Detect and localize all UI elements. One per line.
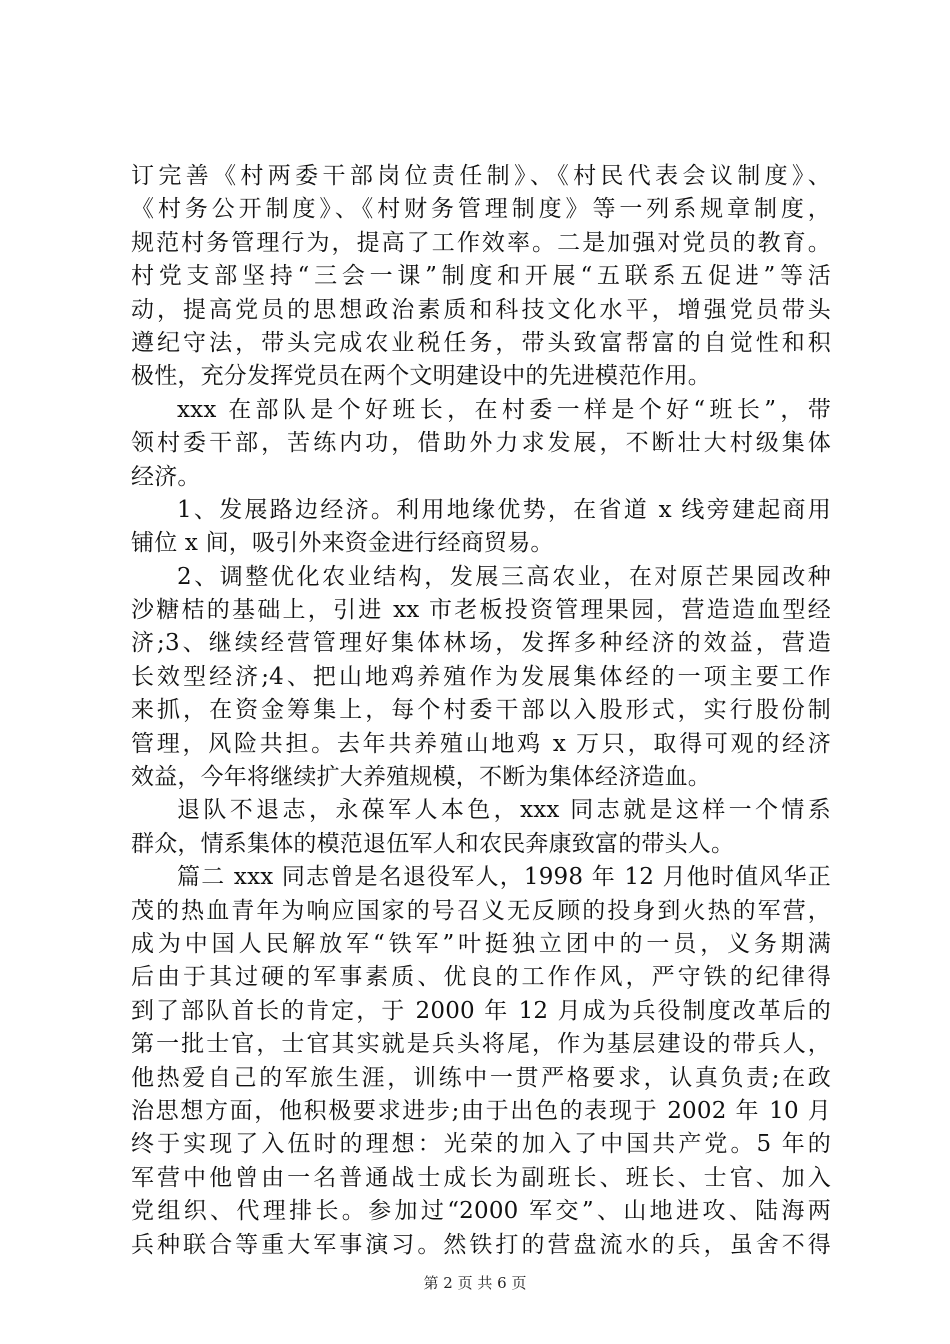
page-number-label: 第 2 页 共 6 页 bbox=[423, 1274, 527, 1292]
text-line: 规范村务管理行为，提高了工作效率。二是加强对党员的教育。 bbox=[131, 229, 831, 256]
document-body bbox=[131, 160, 831, 1262]
text-line: 遵纪守法，带头完成农业税任务，带头致富帮富的自觉性和积 bbox=[131, 329, 831, 356]
text-line: 济;3、继续经营管理好集体林场，发挥多种经济的效益，营造 bbox=[131, 630, 831, 657]
text-line: 到了部队首长的肯定，于 2000 年 12 月成为兵役制度改革后的 bbox=[131, 997, 831, 1024]
text-line: 《村务公开制度》、《村财务管理制度》等一列系规章制度， bbox=[131, 196, 831, 223]
text-line: 村党支部坚持“三会一课”制度和开展“五联系五促进”等活 bbox=[131, 263, 831, 290]
text-line: 效益，今年将继续扩大养殖规模，不断为集体经济造血。 bbox=[131, 764, 711, 791]
text-line: 篇二 xxx 同志曾是名退役军人，1998 年 12 月他时值风华正 bbox=[177, 864, 831, 891]
page-footer bbox=[0, 1272, 950, 1293]
text-line: 经济。 bbox=[131, 463, 201, 490]
text-line: 他热爱自己的军旅生涯，训练中一贯严格要求，认真负责;在政 bbox=[131, 1064, 831, 1091]
text-line: 治思想方面，他积极要求进步;由于出色的表现于 2002 年 10 月 bbox=[131, 1097, 831, 1124]
text-line: 铺位 x 间，吸引外来资金进行经商贸易。 bbox=[131, 530, 554, 557]
text-line: 军营中他曾由一名普通战士成长为副班长、班长、士官、加入 bbox=[131, 1164, 831, 1191]
text-line: xxx 在部队是个好班长，在村委一样是个好“班长”，带 bbox=[177, 396, 831, 423]
text-line: 第一批士官，士官其实就是兵头将尾，作为基层建设的带兵人， bbox=[131, 1031, 831, 1058]
text-line: 沙糖桔的基础上，引进 xx 市老板投资管理果园，营造造血型经 bbox=[131, 597, 831, 624]
text-line: 兵种联合等重大军事演习。然铁打的营盘流水的兵，虽舍不得 bbox=[131, 1231, 831, 1258]
text-line: 终于实现了入伍时的理想：光荣的加入了中国共产党。5 年的 bbox=[131, 1131, 831, 1158]
text-line: 极性，充分发挥党员在两个文明建设中的先进模范作用。 bbox=[131, 363, 711, 390]
text-line: 订完善《村两委干部岗位责任制》、《村民代表会议制度》、 bbox=[131, 163, 831, 189]
text-line: 长效型经济;4、把山地鸡养殖作为发展集体经的一项主要工作 bbox=[131, 663, 831, 690]
text-line: 领村委干部，苦练内功，借助外力求发展，不断壮大村级集体 bbox=[131, 430, 831, 457]
text-line: 管理，风险共担。去年共养殖山地鸡 x 万只，取得可观的经济 bbox=[131, 730, 831, 757]
text-line: 群众，情系集体的模范退伍军人和农民奔康致富的带头人。 bbox=[131, 830, 735, 857]
text-line: 1、发展路边经济。利用地缘优势，在省道 x 线旁建起商用 bbox=[177, 496, 831, 523]
text-line: 来抓，在资金筹集上，每个村委干部以入股形式，实行股份制 bbox=[131, 697, 831, 724]
text-line: 2、调整优化农业结构，发展三高农业，在对原芒果园改种 bbox=[177, 563, 831, 590]
text-line: 动，提高党员的思想政治素质和科技文化水平，增强党员带头 bbox=[131, 296, 831, 323]
text-line: 成为中国人民解放军“铁军”叶挺独立团中的一员，义务期满 bbox=[131, 930, 831, 957]
text-line: 党组织、代理排长。参加过“2000 军交”、山地进攻、陆海两 bbox=[131, 1198, 831, 1225]
text-line: 茂的热血青年为响应国家的号召义无反顾的投身到火热的军营， bbox=[131, 897, 831, 924]
text-line: 后由于其过硬的军事素质、优良的工作作风，严守铁的纪律得 bbox=[131, 964, 831, 991]
text-line: 退队不退志，永葆军人本色，xxx 同志就是这样一个情系 bbox=[177, 797, 831, 824]
